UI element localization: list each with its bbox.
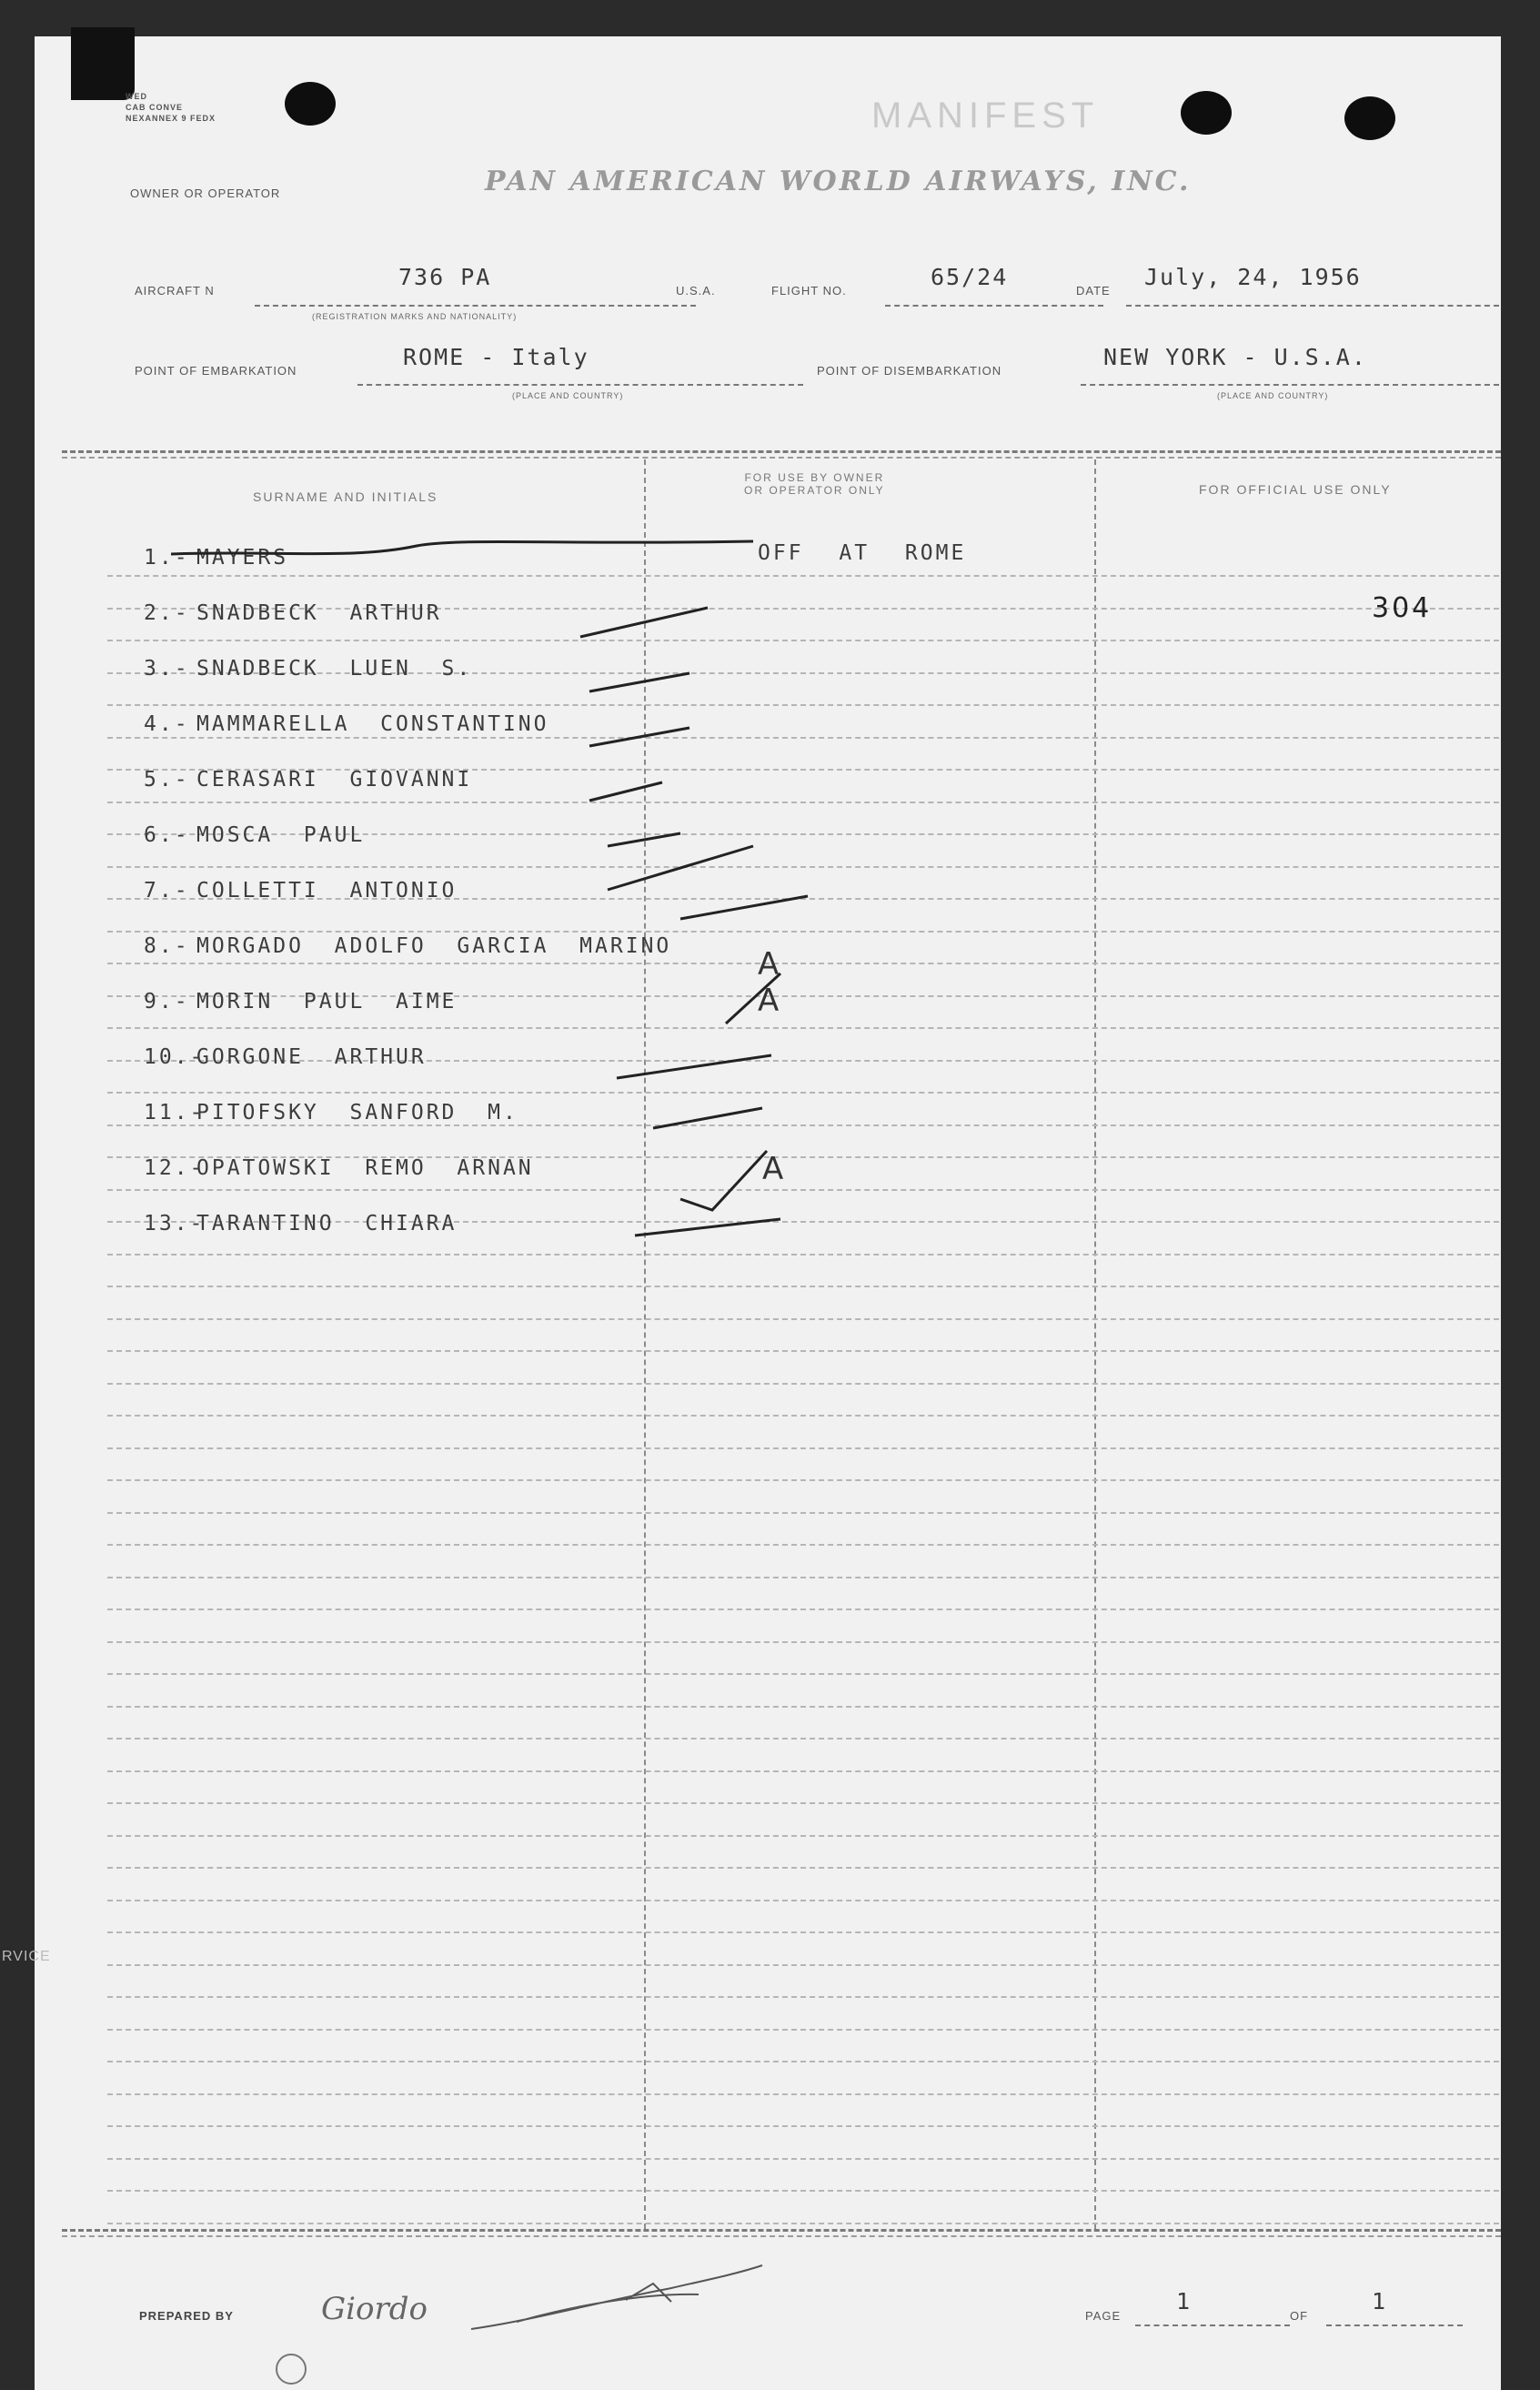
row-line: [107, 1996, 1499, 1998]
manifest-title: MANIFEST: [871, 96, 1100, 136]
table-top-rule: [62, 450, 1501, 453]
passenger-name: COLLETTI ANTONIO: [196, 879, 458, 903]
official-number: 304: [1372, 592, 1433, 624]
row-line: [107, 2093, 1499, 2095]
passenger-name: MAYERS: [196, 546, 289, 570]
row-line: [107, 1641, 1499, 1643]
passenger-number: 4.-: [144, 712, 190, 736]
row-line: [107, 1577, 1499, 1578]
prepared-by-signature: Giordo: [321, 2291, 428, 2327]
row-line: [107, 1544, 1499, 1546]
dark-tab: [71, 27, 135, 100]
row-line: [107, 2061, 1499, 2062]
embarkation-fill-line: [357, 384, 803, 386]
row-line: [107, 1608, 1499, 1610]
row-line: [107, 1770, 1499, 1772]
passenger-name: MAMMARELLA CONSTANTINO: [196, 712, 549, 736]
aircraft-label: AIRCRAFT N: [135, 284, 215, 297]
country-label: U.S.A.: [676, 284, 716, 297]
passenger-name: SNADBECK LUEN S.: [196, 657, 473, 681]
aircraft-sublabel: (REGISTRATION MARKS AND NATIONALITY): [312, 312, 518, 321]
passenger-number: 11.-: [144, 1101, 206, 1124]
row-line: [107, 1964, 1499, 1966]
row-line: [107, 1802, 1499, 1804]
passenger-name: TARANTINO CHIARA: [196, 1212, 458, 1235]
corner-stamp: WED CAB CONVE NEXANNEX 9 FEDX: [126, 92, 216, 123]
embarkation-label: POINT OF EMBARKATION: [135, 364, 297, 378]
embarkation-sublabel: (PLACE AND COUNTRY): [512, 391, 624, 400]
row-line: [107, 2223, 1499, 2224]
passenger-name: OPATOWSKI REMO ARNAN: [196, 1156, 534, 1180]
table-bottom-rule: [62, 2229, 1501, 2232]
passenger-name: MORIN PAUL AIME: [196, 990, 458, 1013]
embarkation-value: ROME - Italy: [403, 344, 589, 370]
passenger-number: 2.-: [144, 601, 190, 625]
row-line: [107, 2190, 1499, 2192]
owner-note: OFF AT ROME: [758, 541, 967, 565]
footer-stamp-mark: [276, 2354, 307, 2385]
passenger-number: 5.-: [144, 768, 190, 792]
row-line: [107, 1512, 1499, 1514]
row-line: [107, 1835, 1499, 1837]
of-value: 1: [1372, 2288, 1388, 2314]
row-line: [107, 1415, 1499, 1417]
flight-no-value: 65/24: [931, 264, 1009, 290]
flight-no-fill-line: [885, 305, 1103, 307]
table-top-rule-2: [62, 457, 1501, 459]
row-line: [107, 1900, 1499, 1901]
row-line: [107, 1286, 1499, 1287]
row-line: [107, 1318, 1499, 1320]
row-line: [107, 1867, 1499, 1869]
passenger-name: CERASARI GIOVANNI: [196, 768, 473, 792]
passenger-name: MOSCA PAUL: [196, 823, 366, 847]
passenger-number: 12.-: [144, 1156, 206, 1180]
passenger-number: 1.-: [144, 546, 190, 570]
row-line: [107, 1479, 1499, 1481]
flight-no-label: FLIGHT NO.: [771, 284, 847, 297]
date-fill-line: [1126, 305, 1499, 307]
prepared-by-label: PREPARED BY: [139, 2309, 234, 2323]
punch-hole-right: [1344, 96, 1395, 140]
row-line: [107, 2029, 1499, 2031]
page-fill-line: [1135, 2324, 1290, 2326]
passenger-name: GORGONE ARTHUR: [196, 1045, 427, 1069]
owner-use-header: FOR USE BY OWNER OR OPERATOR ONLY: [744, 471, 885, 497]
page-value: 1: [1176, 2288, 1193, 2314]
passenger-number: 10.-: [144, 1045, 206, 1069]
disembarkation-value: NEW YORK - U.S.A.: [1103, 344, 1367, 370]
punch-hole-left: [285, 82, 336, 126]
table-bottom-rule-2: [62, 2235, 1501, 2237]
row-line: [107, 1447, 1499, 1449]
passenger-number: 8.-: [144, 934, 190, 958]
official-use-header: FOR OFFICIAL USE ONLY: [1199, 482, 1392, 497]
passenger-name: MORGADO ADOLFO GARCIA MARINO: [196, 934, 672, 958]
disembarkation-label: POINT OF DISEMBARKATION: [817, 364, 1002, 378]
passenger-number: 6.-: [144, 823, 190, 847]
row-line: [107, 2125, 1499, 2127]
disembarkation-fill-line: [1081, 384, 1499, 386]
of-label: OF: [1290, 2309, 1309, 2323]
surname-header: SURNAME AND INITIALS: [253, 489, 438, 504]
row-line: [107, 1706, 1499, 1708]
signature-scribble: [462, 2256, 808, 2338]
passenger-name: SNADBECK ARTHUR: [196, 601, 442, 625]
aircraft-value: 736 PA: [398, 264, 492, 290]
passenger-number: 3.-: [144, 657, 190, 681]
disembarkation-sublabel: (PLACE AND COUNTRY): [1217, 391, 1329, 400]
handwritten-mark-2: A: [758, 983, 780, 1019]
handwritten-mark-1: A: [758, 946, 780, 983]
row-line: [107, 2158, 1499, 2160]
check-strokes: [571, 546, 881, 1274]
of-fill-line: [1326, 2324, 1463, 2326]
punch-hole-center: [1181, 91, 1232, 135]
row-line: [107, 1350, 1499, 1352]
passenger-number: 9.-: [144, 990, 190, 1013]
passenger-number: 7.-: [144, 879, 190, 903]
row-line: [107, 1738, 1499, 1740]
row-line: [107, 1383, 1499, 1385]
owner-label: OWNER OR OPERATOR: [130, 187, 281, 200]
airline-name: PAN AMERICAN WORLD AIRWAYS, INC.: [485, 166, 1192, 197]
margin-side-text: RVICE: [2, 1949, 51, 1964]
handwritten-mark-3: A: [762, 1151, 784, 1187]
page-label: PAGE: [1085, 2309, 1122, 2323]
row-line: [107, 1673, 1499, 1675]
manifest-sheet: [35, 36, 1501, 2390]
aircraft-fill-line: [255, 305, 696, 307]
row-line: [107, 1931, 1499, 1933]
date-label: DATE: [1076, 284, 1111, 297]
passenger-number: 13.-: [144, 1212, 206, 1235]
passenger-name: PITOFSKY SANFORD M.: [196, 1101, 518, 1124]
date-value: July, 24, 1956: [1144, 264, 1362, 290]
